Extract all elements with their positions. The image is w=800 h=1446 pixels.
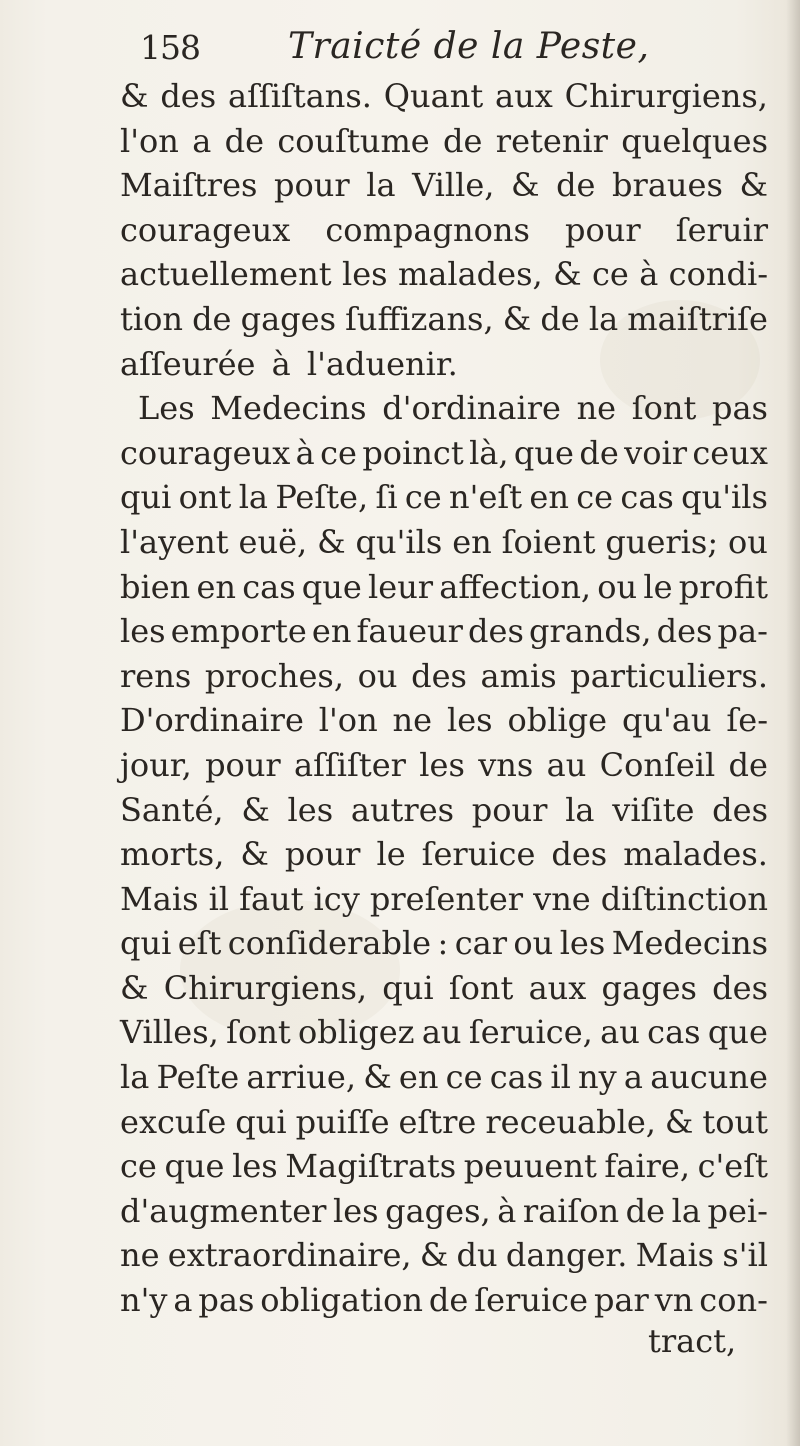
text-line: bien en cas que leur affection, ou le profit bbox=[120, 567, 768, 606]
running-title: Traicté de la Peste, bbox=[288, 26, 650, 67]
text-line: & Chirurgiens, qui ſont aux gages des bbox=[120, 968, 768, 1007]
body-text bbox=[120, 74, 768, 1323]
text-line: ne extraordinaire, & du danger. Mais s'il bbox=[120, 1236, 768, 1275]
text-line: courageux compagnons pour ſeruir bbox=[120, 210, 768, 249]
text-line: Maiſtres pour la Ville, & de braues & bbox=[120, 166, 768, 205]
text-line: qui ont la Peſte, ſi ce n'eſt en ce cas qu'ils bbox=[120, 478, 768, 517]
text-line: D'ordinaire l'on ne les oblige qu'au ſe- bbox=[120, 701, 768, 740]
page-header bbox=[140, 24, 660, 74]
text-line: rens proches, ou des amis particuliers. bbox=[120, 656, 768, 695]
text-line: Mais il faut icy preſenter vne diſtinction bbox=[120, 879, 768, 918]
text-line: la Peſte arriue, & en ce cas il ny a aucune bbox=[120, 1058, 768, 1097]
text-line: courageux à ce poinct là, que de voir ceux bbox=[120, 433, 768, 472]
text-line: n'y a pas obligation de ſeruice par vn con- bbox=[120, 1281, 768, 1320]
text-line: morts, & pour le ſeruice des malades. bbox=[120, 835, 768, 874]
text-line: les emporte en faueur des grands, des pa- bbox=[120, 612, 768, 651]
text-line: jour, pour aſſiſter les vns au Conſeil de bbox=[120, 745, 768, 784]
text-line: tion de gages ſuffizans, & de la maiſtriſe bbox=[120, 299, 768, 338]
text-line: Villes, ſont obligez au ſeruice, au cas que bbox=[120, 1013, 768, 1052]
catchword: tract, bbox=[648, 1322, 737, 1360]
page-edge-shadow bbox=[786, 0, 800, 1446]
text-line: l'on a de couſtume de retenir quelques bbox=[120, 121, 768, 160]
text-line: d'augmenter les gages, à raiſon de la pei- bbox=[120, 1191, 768, 1230]
text-line: ce que les Magiſtrats peuuent faire, c'eſt bbox=[120, 1147, 768, 1186]
text-line: Les Medecins d'ordinaire ne ſont pas bbox=[138, 389, 768, 428]
text-line: actuellement les malades, & ce à condi- bbox=[120, 255, 768, 294]
text-line: qui eſt conſiderable : car ou les Medecins bbox=[120, 924, 768, 963]
text-line: & des aſſiſtans. Quant aux Chirurgiens, bbox=[120, 77, 768, 115]
text-line: excuſe qui puiſſe eſtre receuable, & tout bbox=[120, 1102, 768, 1141]
text-line: aſſeurée à l'aduenir. bbox=[120, 344, 458, 383]
text-line: l'ayent euë, & qu'ils en ſoient gueris; ou bbox=[120, 522, 768, 561]
page-number: 158 bbox=[140, 28, 200, 67]
text-line: Santé, & les autres pour la viſite des bbox=[120, 790, 768, 829]
